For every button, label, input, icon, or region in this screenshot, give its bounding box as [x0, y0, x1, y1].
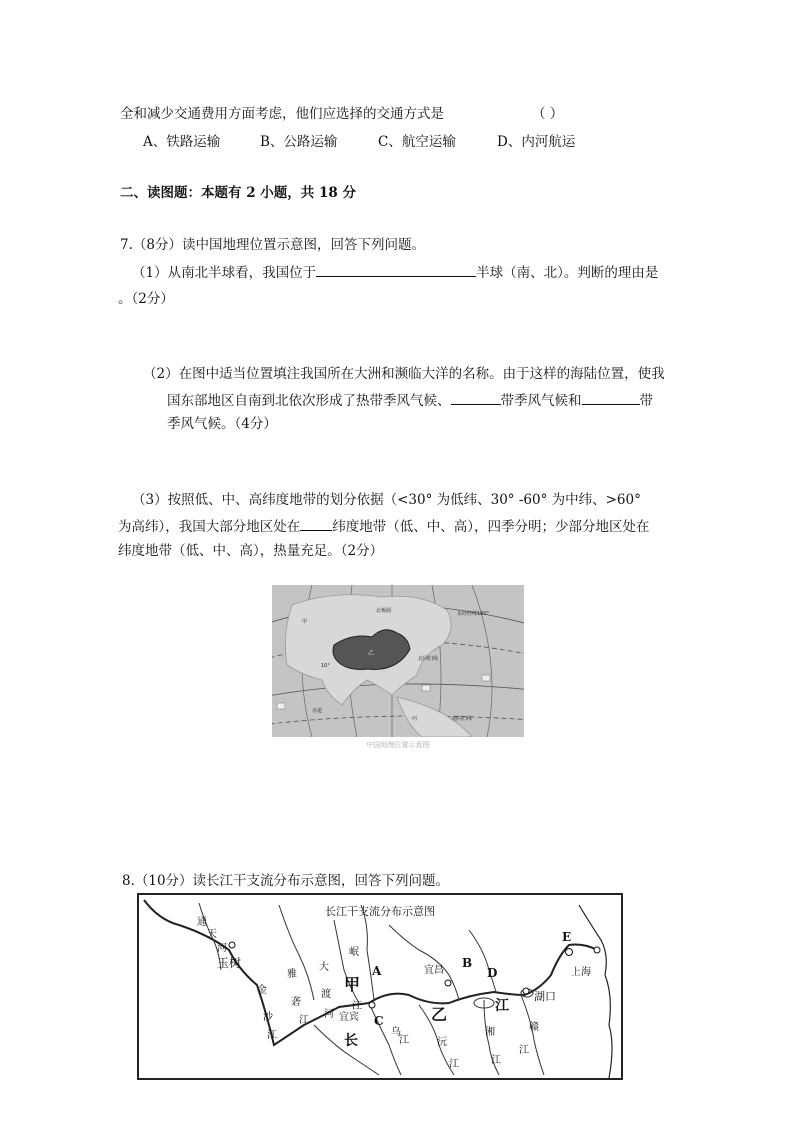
river-yalong-1: 雅 — [287, 969, 297, 980]
q7-part3-text-b1: 为高纬），我国大部分地区处在 — [118, 519, 301, 535]
map-label-10deg: 10° — [321, 663, 330, 669]
river-minjiang-1: 岷 — [349, 947, 359, 958]
river-yuanjiang-2: 江 — [449, 1059, 459, 1070]
river-tongtian-3: 河 — [217, 943, 227, 954]
map-label-meridian-180: 东经经线180° — [457, 611, 490, 617]
q7-part2-text-b3: 带 — [639, 393, 653, 409]
q6-option-d: D、内河航运 — [497, 134, 576, 150]
river-tongtian-1: 通 — [197, 917, 207, 928]
letter-d: D — [487, 966, 498, 980]
q7-part1-text-a: （1）从南北半球看，我国位于 — [132, 265, 317, 281]
q7-part2-blank-1[interactable] — [451, 390, 501, 405]
place-yibin: 宜宾 — [339, 1012, 359, 1023]
q6-stem: 全和减少交通费用方面考虑，他们应选择的交通方式是 — [120, 106, 444, 122]
yangtze-map-title: 长江干支流分布示意图 — [325, 905, 435, 918]
q7-part2-line3: 季风气候。（4分） — [167, 416, 277, 432]
china-location-map-svg — [272, 585, 524, 737]
place-yushu: 玉树 — [217, 956, 242, 970]
yangtze-river-map — [137, 893, 623, 1080]
river-jinsha-2: 沙 — [263, 1012, 273, 1023]
river-xiangjiang-2: 江 — [491, 1055, 501, 1066]
q7-part3-line1: （3）按照低、中、高纬度地带的划分依据（<30° 为低纬、30° -60° 为中纬、>60° — [132, 492, 641, 508]
yangtze-river-map-svg — [139, 895, 621, 1078]
letter-b: B — [462, 956, 473, 970]
q7-part3-text-b2: 纬度地带（低、中、高），四季分明；少部分地区处在 — [332, 519, 650, 535]
river-wujiang-2: 江 — [399, 1035, 409, 1046]
river-dadu-3: 河 — [324, 1009, 334, 1020]
q7-part3-line2 — [118, 516, 650, 536]
section-title: 二、读图题：本题有 2 小题，共 18 分 — [120, 185, 356, 201]
china-location-map-caption: 中国地理位置示意图 — [366, 741, 430, 749]
river-jinsha-3: 江 — [267, 1030, 277, 1041]
place-hukou: 湖口 — [534, 990, 556, 1003]
river-ganjiang-1: 赣 — [529, 1022, 539, 1033]
river-changjiang-2: 江 — [495, 998, 509, 1014]
map-label-jia: 甲 — [302, 619, 308, 625]
river-yalong-2: 砻 — [291, 997, 301, 1008]
q6-option-a: A、铁路运输 — [143, 134, 221, 150]
q7-stem: 7.（8分）读中国地理位置示意图，回答下列问题。 — [120, 237, 425, 253]
river-dadu-1: 大 — [319, 962, 329, 973]
q7-part2-line2 — [167, 390, 653, 410]
q7-part1-line1 — [132, 262, 658, 282]
river-dadu-2: 渡 — [321, 989, 331, 1000]
q8-stem: 8.（10分）读长江干支流分布示意图，回答下列问题。 — [122, 873, 450, 889]
q6-option-c: C、航空运输 — [378, 134, 456, 150]
river-yuanjiang-1: 沅 — [437, 1037, 447, 1048]
river-changjiang-1: 长 — [344, 1033, 358, 1049]
q7-part2-blank-2[interactable] — [582, 390, 640, 405]
river-yalong-3: 江 — [299, 1015, 309, 1026]
area-jia: 甲 — [344, 975, 361, 994]
map-label-bing: 丙 — [412, 716, 418, 722]
q6-answer-bracket: （ ） — [532, 106, 564, 122]
q7-part2-text-b2: 带季风气候和 — [500, 393, 582, 409]
area-yi: 乙 — [431, 1005, 448, 1024]
river-tongtian-2: 天 — [207, 929, 217, 940]
map-label-arctic-circle: 北极圈 — [376, 608, 392, 614]
q7-part2-line1: （2）在图中适当位置填注我国所在大洲和濒临大洋的名称。由于这样的海陆位置，使我 — [143, 366, 665, 382]
q7-part3-blank-1[interactable] — [300, 516, 332, 531]
letter-c: C — [374, 1014, 384, 1028]
china-location-map — [272, 585, 524, 737]
q7-part1-blank[interactable] — [316, 262, 476, 277]
q6-option-b: B、公路运输 — [260, 134, 338, 150]
q7-part2-text-b1: 国东部地区自南到北依次形成了热带季风气候、 — [167, 393, 451, 409]
letter-a: A — [372, 964, 382, 978]
q7-part1-text-b: 半球（南、北）。判断的理由是 — [476, 265, 659, 281]
map-label-yi: 乙 — [368, 650, 375, 657]
q7-part1-line2: 。（2分） — [118, 291, 174, 307]
river-wujiang-1: 乌 — [391, 1027, 401, 1038]
map-label-tropic-cancer: 北回归线 — [418, 656, 439, 662]
river-minjiang-2: 江 — [352, 1001, 362, 1012]
letter-e: E — [562, 930, 572, 944]
map-label-tropic-capricorn: 南回归线 — [452, 716, 473, 722]
river-xiangjiang-1: 湘 — [485, 1027, 495, 1038]
place-shanghai: 上海 — [571, 967, 591, 978]
map-label-equator: 赤道 — [312, 708, 323, 714]
place-yichang: 宜昌 — [424, 965, 444, 976]
river-jinsha-1: 金 — [257, 985, 267, 996]
river-ganjiang-2: 江 — [519, 1045, 529, 1056]
q7-part3-line3: 纬度地带（低、中、高），热量充足。（2分） — [118, 543, 384, 559]
